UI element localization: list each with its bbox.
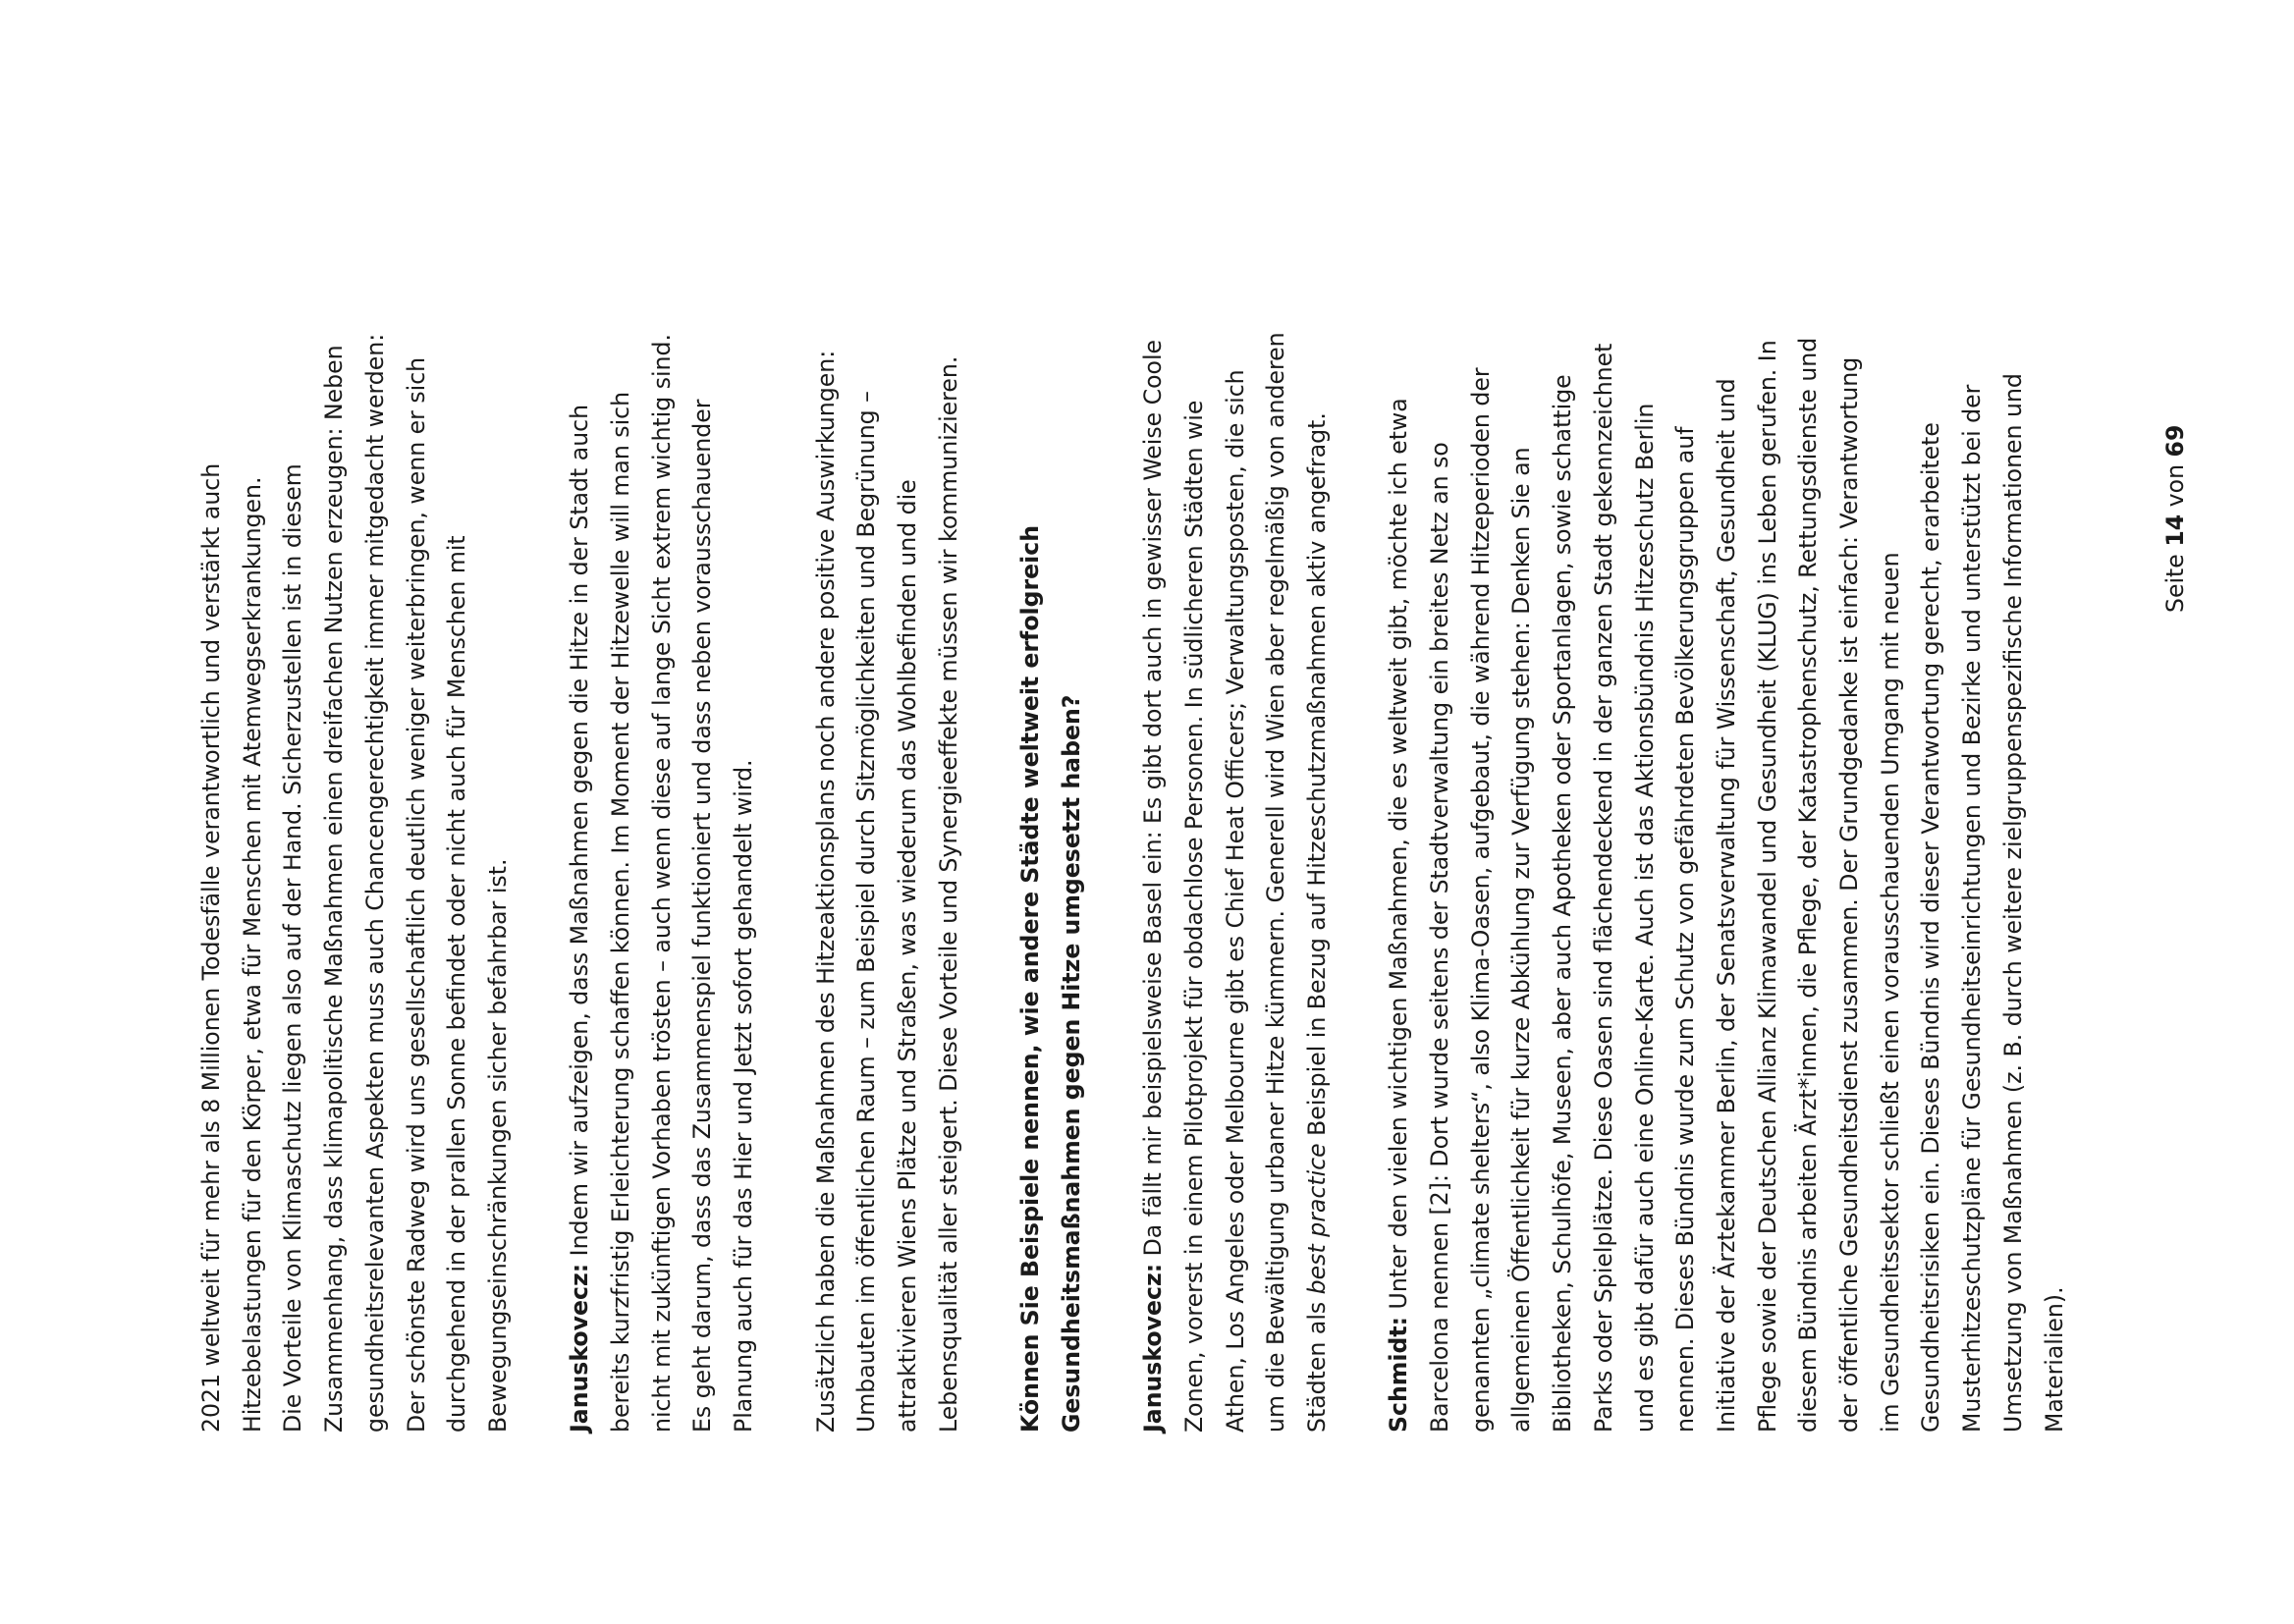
text-run: der öffentliche Gesundheitsdienst zusammen. Der Grundgedanke ist einfach: Verantwortung — [1835, 356, 1864, 1433]
document-body — [191, 225, 2116, 1433]
text-line — [2035, 225, 2076, 1433]
text-run: durchgehend in der prallen Sonne befindet oder nicht auch für Menschen mit — [443, 535, 471, 1433]
text-line — [437, 225, 478, 1433]
text-run: Musterhitzeschutzpläne für Gesundheitseinrichtungen und Bezirke und unterstützt bei der — [1958, 384, 1987, 1433]
text-run: Parks oder Spielplätze. Diese Oasen sind flächendeckend in der ganzen Stadt gekennzeichnet — [1589, 343, 1617, 1433]
text-run: Hitzebelastungen für den Körper, etwa für Menschen mit Atemwegserkrankungen. — [238, 476, 266, 1433]
text-line — [1502, 225, 1543, 1433]
text-run: Bibliotheken, Schulhöfe, Museen, aber auch Apotheken oder Sportanlagen, sowie schattige — [1549, 374, 1577, 1433]
footer-prefix: Seite — [2161, 546, 2189, 613]
text-line — [1216, 225, 1257, 1433]
text-run: Da fällt mir beispielsweise Basel ein: Es gibt dort auch in gewisser Weise Coole — [1139, 339, 1168, 1264]
text-run: Zusätzlich haben die Maßnahmen des Hitzeaktionsplans noch andere positive Auswirkungen: — [811, 350, 840, 1433]
paragraph — [1133, 225, 1338, 1433]
text-run: Indem wir aufzeigen, dass Maßnahmen gegen die Hitze in der Stadt auch — [566, 404, 594, 1264]
text-line — [273, 225, 314, 1433]
text-run: nicht mit zukünftigen Vorhaben trösten – auch wenn diese auf lange Sicht extrem wichtig sind. — [647, 334, 676, 1433]
text-line — [1748, 225, 1789, 1433]
text-line — [601, 225, 642, 1433]
paragraph — [191, 225, 519, 1433]
text-run: Bewegungseinschränkungen sicher befahrbar ist. — [483, 858, 512, 1433]
text-line — [642, 225, 683, 1433]
text-run: Unter den vielen wichtigen Maßnahmen, die es weltweit gibt, möchte ich etwa — [1385, 398, 1413, 1317]
text-line — [1379, 225, 1420, 1433]
text-line — [1133, 225, 1174, 1433]
text-run: Lebensqualität aller steigert. Diese Vorteile und Synergieeffekte müssen wir kommunizieren. — [934, 355, 962, 1433]
text-line — [478, 225, 519, 1433]
bold-text: Können Sie Beispiele nennen, wie andere Städte weltweit erfolgreich — [1016, 524, 1045, 1433]
text-line — [1830, 225, 1871, 1433]
text-line — [1911, 225, 1952, 1433]
paragraph — [806, 225, 970, 1433]
bold-text: Januskovecz: — [566, 1263, 594, 1433]
text-run: Pflege sowie der Deutschen Allianz Klimawandel und Gesundheit (KLUG) ins Leben gerufen. In — [1753, 340, 1781, 1433]
text-line — [847, 225, 888, 1433]
text-line — [355, 225, 397, 1433]
text-line — [1584, 225, 1625, 1433]
text-line — [1625, 225, 1666, 1433]
text-run: Gesundheitsrisiken ein. Dieses Bündnis wird dieser Verantwortung gerecht, erarbeitete — [1917, 422, 1945, 1433]
text-run: um die Bewältigung urbaner Hitze kümmern. Generell wird Wien aber regelmäßig von anderen — [1262, 332, 1290, 1433]
text-run: Zonen, vorerst in einem Pilotprojekt für obdachlose Personen. In südlicheren Städten wie — [1179, 400, 1208, 1433]
text-run: Es geht darum, dass das Zusammenspiel funktioniert und dass neben vorausschauender — [688, 399, 717, 1433]
bold-text: Gesundheitsmaßnahmen gegen Hitze umgesetzt haben? — [1057, 694, 1085, 1433]
text-line — [1666, 225, 1707, 1433]
text-line — [314, 225, 355, 1433]
text-run: Die Vorteile von Klimaschutz liegen also auf der Hand. Sicherzustellen ist in diesem — [279, 463, 307, 1433]
text-line — [1010, 225, 1052, 1433]
text-line — [1174, 225, 1216, 1433]
text-run: Athen, Los Angeles oder Melbourne gibt es Chief Heat Officers; Verwaltungsposten, die sich — [1221, 369, 1249, 1433]
text-run: 2021 weltweit für mehr als 8 Millionen Todesfälle verantwortlich und verstärkt auch — [197, 462, 225, 1433]
text-line — [929, 225, 970, 1433]
text-run: Materialien). — [2040, 1286, 2068, 1433]
text-run: Umbauten im öffentlichen Raum – zum Beispiel durch Sitzmöglichkeiten und Begrünung – — [852, 391, 881, 1433]
text-line — [1543, 225, 1584, 1433]
bold-text: Januskovecz: — [1139, 1263, 1168, 1433]
text-line — [888, 225, 929, 1433]
text-run: Umsetzung von Maßnahmen (z. B. durch weitere zielgruppenspezifische Informationen und — [1998, 373, 2027, 1433]
text-line — [1052, 225, 1093, 1433]
footer-page-number: 14 — [2161, 514, 2189, 547]
text-run: Initiative der Ärztekammer Berlin, der Senatsverwaltung für Wissenschaft, Gesundheit und — [1712, 378, 1740, 1433]
footer-middle: von — [2161, 457, 2189, 514]
bold-text: Schmidt: — [1385, 1316, 1413, 1433]
text-line — [1461, 225, 1502, 1433]
paragraph — [1010, 225, 1092, 1433]
text-line — [1952, 225, 1994, 1433]
text-run: Beispiel in Bezug auf Hitzeschutzmaßnahmen aktiv angefragt. — [1302, 412, 1331, 1144]
text-line — [1256, 225, 1297, 1433]
text-run: Der schönste Radweg wird uns gesellschaftlich deutlich weniger weiterbringen, wenn er sich — [402, 356, 430, 1433]
text-run: allgemeinen Öffentlichkeit für kurze Abkühlung zur Verfügung stehen: Denken Sie an — [1507, 447, 1536, 1433]
text-line — [1420, 225, 1461, 1433]
text-run: Zusammenhang, dass klimapolitische Maßnahmen einen dreifachen Nutzen erzeugen: Neben — [320, 345, 349, 1433]
text-run: Städten als — [1302, 1294, 1331, 1433]
paragraph — [1379, 225, 2075, 1433]
text-run: attraktivieren Wiens Plätze und Straßen, was wiederum das Wohlbefinden und die — [893, 479, 921, 1433]
text-line — [560, 225, 601, 1433]
text-line — [1707, 225, 1748, 1433]
text-run: gesundheitsrelevanten Aspekten muss auch Chancengerechtigkeit immer mitgedacht werden: — [360, 333, 389, 1433]
text-line — [724, 225, 765, 1433]
page-footer — [2160, 425, 2190, 613]
text-line — [1297, 225, 1338, 1433]
text-line — [1871, 225, 1912, 1433]
text-run: nennen. Dieses Bündnis wurde zum Schutz von gefährdeten Bevölkerungsgruppen auf — [1671, 426, 1700, 1433]
italic-text: best practice — [1302, 1143, 1331, 1295]
text-run: im Gesundheitssektor schließt einen vorausschauenden Umgang mit neuen — [1876, 552, 1904, 1433]
text-run: genannten „climate shelters“, also Klima-Oasen, aufgebaut, die während Hitzeperioden der — [1466, 367, 1495, 1433]
text-run: und es gibt dafür auch eine Online-Karte. Auch ist das Aktionsbündnis Hitzeschutz Berlin — [1630, 403, 1659, 1433]
text-line — [233, 225, 274, 1433]
text-run: Barcelona nennen [2]: Dort wurde seitens der Stadtverwaltung ein breites Netz an so — [1426, 442, 1454, 1433]
text-line — [191, 225, 233, 1433]
footer-total-pages: 69 — [2161, 424, 2189, 458]
paragraph — [560, 225, 765, 1433]
text-run: diesem Bündnis arbeiten Ärzt*innen, die Pflege, der Katastrophenschutz, Rettungsdienste und — [1794, 337, 1823, 1433]
text-line — [1788, 225, 1830, 1433]
text-line — [397, 225, 438, 1433]
text-run: bereits kurzfristig Erleichterung schaffen können. Im Moment der Hitzewelle will man sich — [607, 391, 635, 1433]
text-line — [1994, 225, 2035, 1433]
text-line — [683, 225, 724, 1433]
text-run: Planung auch für das Hier und Jetzt sofort gehandelt wird. — [730, 759, 758, 1433]
text-line — [806, 225, 847, 1433]
